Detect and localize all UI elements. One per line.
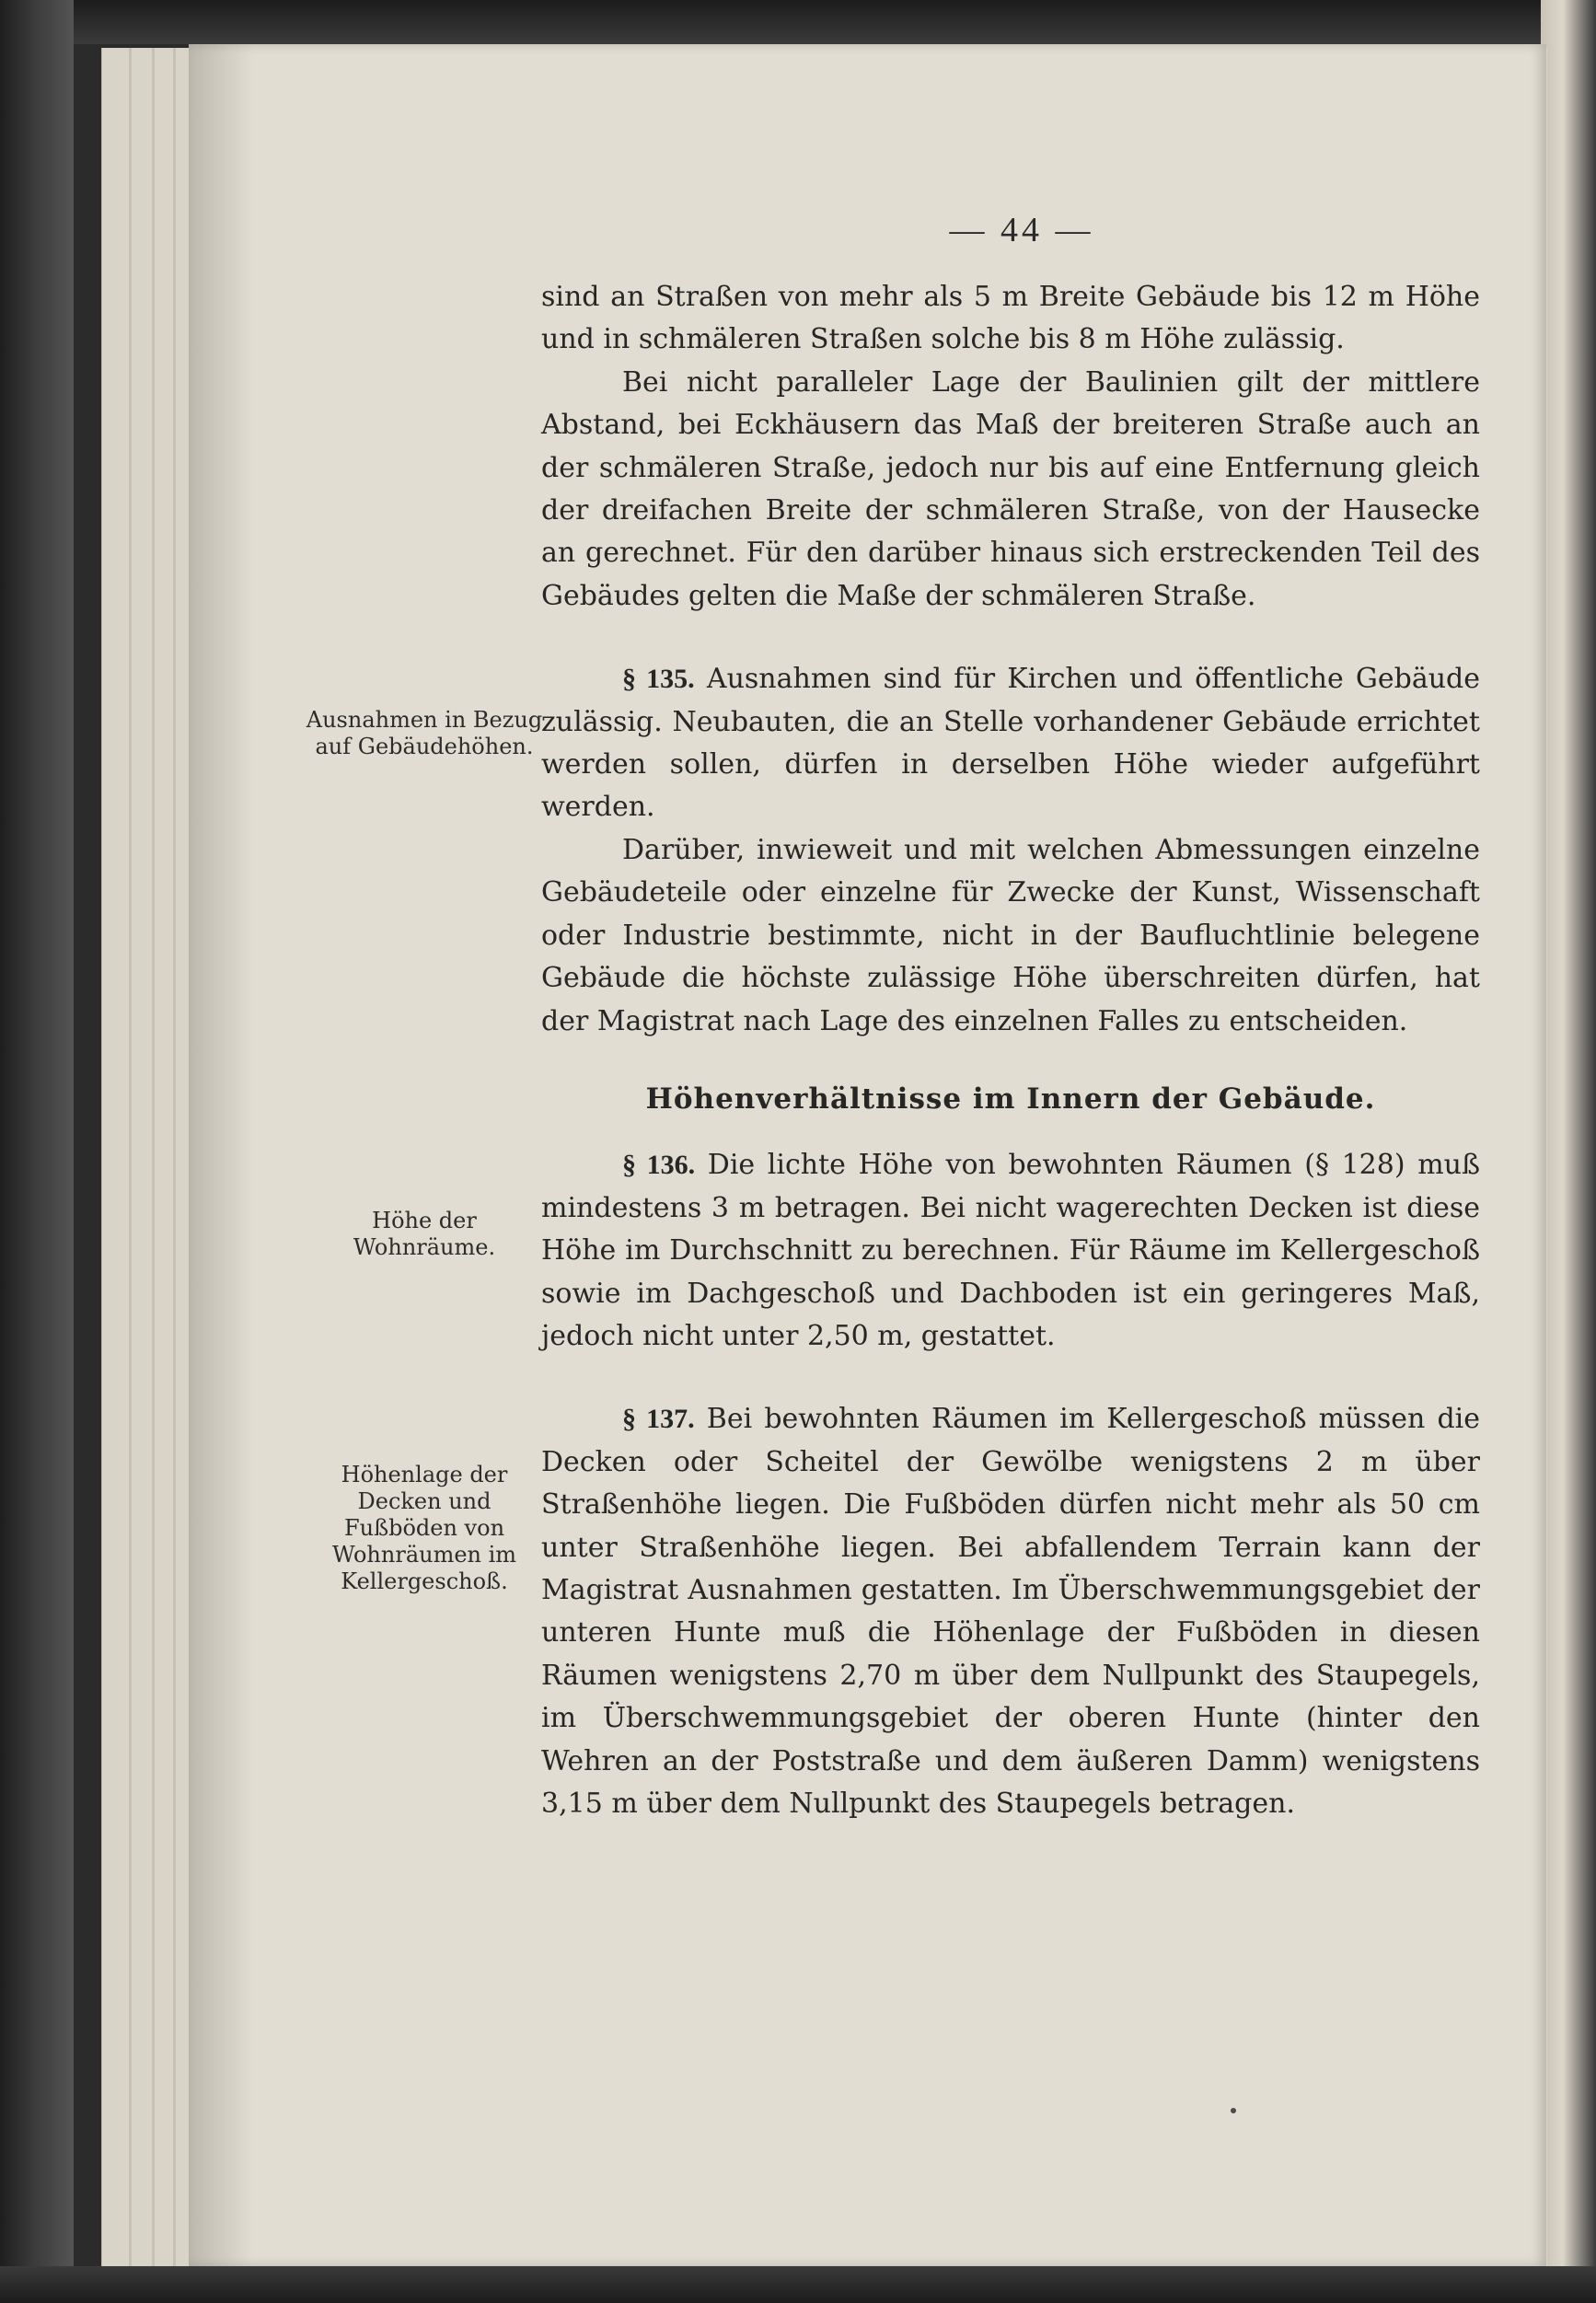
book-cover-right [1541, 0, 1596, 2303]
section-137 [541, 1398, 1480, 1825]
page-edge-line [129, 48, 132, 2266]
page-edge-line [152, 48, 155, 2266]
section-137-text: Bei bewohnten Räumen im Kellergeschoß müssen die Decken oder Scheitel der Gewölbe wenigstens 2 m über Straßenhöhe liegen. Die Fußböden dürfen nicht mehr als 50 cm unter Straßenhöhe liegen. Bei abfallendem Terrain kann der Magistrat Ausnahmen gestatten. Im Überschwemmungsgebiet der unteren Hunte muß die Höhenlage der Fußböden in diesen Räumen wenigstens 2,70 m über dem Nullpunkt des Staupegels, im Überschwemmungsgebiet der oberen Hunte (hinter den Wehren an der Poststraße und dem äußeren Damm) wenigstens 3,15 m über dem Nullpunkt des Staupegels betragen. [541, 1403, 1481, 1820]
section-136-number: § 136. [622, 1150, 696, 1181]
section-135-number: § 135. [622, 664, 695, 695]
paragraph-continuation: sind an Straßen von mehr als 5 m Breite Gebäude bis 12 m Höhe und in schmäleren Straßen solche bis 8 m Höhe zulässig. [541, 281, 1480, 356]
section-heading: Höhenverhältnisse im Innern der Gebäude. [645, 1082, 1376, 1116]
book-cover-bottom [0, 2266, 1596, 2303]
section-135 [541, 658, 1480, 829]
book-cover-left [0, 0, 74, 2303]
book-cover-top [0, 0, 1596, 44]
section-136 [541, 1144, 1480, 1358]
page-gutter-shadow [189, 44, 253, 2266]
section-136-text: Die lichte Höhe von bewohnten Räumen (§ 128) muß mindestens 3 m betragen. Bei nicht wagerechten Decken ist diese Höhe im Durchschnitt zu berechnen. Für Räume im Kellergeschoß sowie im Dachgeschoß und Dachboden ist ein geringeres Maß, jedoch nicht unter 2,50 m, gestattet. [541, 1149, 1480, 1352]
main-text-column [541, 276, 1480, 1825]
page-edge-line [173, 48, 176, 2266]
ink-speck [1231, 2108, 1236, 2113]
page-number: — 44 — [949, 211, 1094, 249]
paragraph-magistrat: Darüber, inwieweit und mit welchen Abmessungen einzelne Gebäudeteile oder einzelne für Zwecke der Kunst, Wissenschaft oder Industrie bestimmte, nicht in der Baufluchtlinie belegene Gebäude die höchste zulässige Höhe überschreiten dürfen, hat der Magistrat nach Lage des einzelnen Falles zu entscheiden. [541, 833, 1480, 1037]
section-137-number: § 137. [622, 1404, 695, 1435]
paragraph-baulinien: Bei nicht paralleler Lage der Baulinien gilt der mittlere Abstand, bei Eckhäusern das Maß der breiteren Straße auch an der schmäleren Straße, jedoch nur bis auf eine Entfernung gleich der dreifachen Breite der schmäleren Straße, von der Hausecke an gerechnet. Für den darüber hinaus sich erstreckenden Teil des Gebäudes gelten die Maße der schmäleren Straße. [541, 365, 1480, 612]
section-135-text: Ausnahmen sind für Kirchen und öffentliche Gebäude zulässig. Neubauten, die an Stelle vorhandener Gebäude errichtet werden sollen, dürfen in derselben Höhe wieder aufgeführt werden. [541, 663, 1481, 824]
margin-note-room-height: Höhe der Wohnräume. [353, 1208, 496, 1260]
margin-note-exceptions: Ausnahmen in Bezug auf Gebäudehöhen. [306, 707, 543, 759]
margin-note-basement-height: Höhenlage der Decken und Fußböden von Wohnräumen im Kellergeschoß. [331, 1462, 517, 1594]
